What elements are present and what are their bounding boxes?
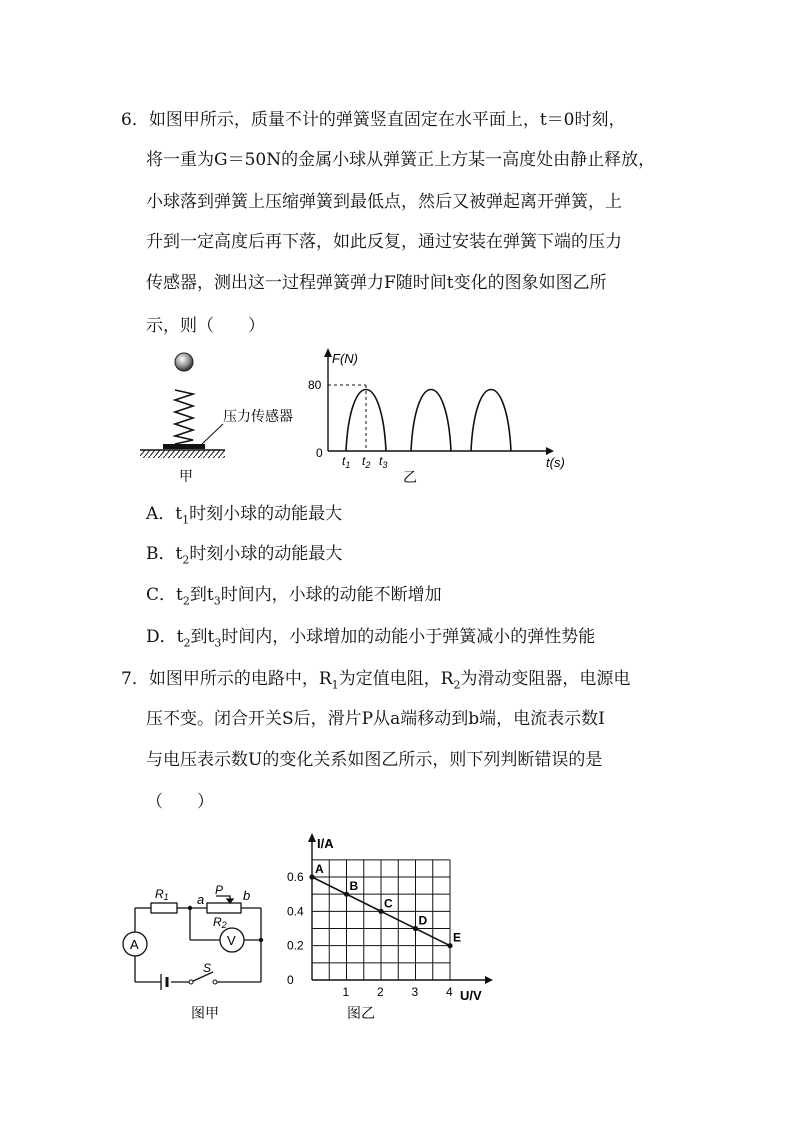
t2-label: $t_2$ (362, 454, 371, 470)
q6-line-6: 示，则（ ） (146, 316, 265, 336)
q7-line-3: 与电压表示数U的变化关系如图乙所示，则下列判断错误的是 (146, 750, 603, 770)
point-label-e: E (453, 930, 462, 945)
q6-option-a[interactable]: A．$t_1$时刻小球的动能最大 (146, 504, 343, 527)
q6-line-2: 将一重为G＝50N的金属小球从弹簧正上方某一高度处由静止释放， (146, 150, 656, 170)
end-b-label: b (243, 888, 251, 903)
point-label-d: D (418, 913, 428, 928)
t1-label: $t_1$ (342, 454, 351, 470)
iu-caption: 图乙 (347, 1005, 375, 1021)
point-e (447, 943, 452, 948)
y-tick-label: 0.4 (287, 904, 304, 919)
sensor-label: 压力传感器 (223, 408, 293, 424)
point-c (378, 909, 383, 914)
circuit-diagram (115, 880, 275, 1025)
q6-line-1: 6．如图甲所示，质量不计的弹簧竖直固定在水平面上，t＝0时刻， (121, 110, 626, 130)
x-tick-label: 1 (342, 985, 350, 999)
switch-label: S (203, 961, 212, 975)
q6-option-b[interactable]: B．$t_2$时刻小球的动能最大 (146, 544, 343, 567)
fig-jia-caption: 甲 (179, 468, 193, 484)
ft-origin: 0 (316, 446, 323, 460)
point-label-c: C (384, 896, 393, 911)
x-tick-label: 3 (411, 985, 419, 999)
q6-line-4: 升到一定高度后再下落，如此反复，通过安装在弹簧下端的压力 (146, 232, 622, 252)
force-pulse-3 (471, 390, 511, 452)
slider-p-label: P (215, 883, 224, 897)
resistor-r1 (151, 903, 177, 913)
force-time-graph (306, 345, 576, 490)
q7-line-2: 压不变。闭合开关S后，滑片P从a端移动到b端，电流表示数I (146, 709, 605, 729)
spring-figure (135, 348, 315, 488)
r2-label: R2 (213, 915, 227, 930)
ft-ylabel: F(N) (332, 351, 358, 366)
spring (175, 390, 193, 444)
point-d (413, 926, 418, 931)
point-label-b: B (349, 879, 359, 894)
q7-line-4: （ ） (146, 792, 214, 812)
q6-line-5: 传感器，测出这一过程弹簧弹力F随时间t变化的图象如图乙所 (146, 273, 607, 293)
ammeter-label: A (130, 937, 139, 952)
x-tick-label: 2 (377, 985, 384, 999)
q6-option-c[interactable]: C．$t_2$到$t_3$时间内，小球的动能不断增加 (146, 585, 442, 608)
ground (140, 450, 225, 458)
voltmeter-label: V (227, 933, 236, 948)
rheostat-r2 (207, 903, 241, 913)
q6-line-3: 小球落到弹簧上压缩弹簧到最低点，然后又被弹起离开弹簧，上 (146, 192, 622, 212)
circuit-caption: 图甲 (191, 1005, 219, 1021)
iu-ylabel: I/A (317, 836, 334, 851)
metal-ball (175, 353, 193, 371)
point-a (309, 874, 314, 879)
y-tick-label: 0.6 (287, 869, 304, 884)
end-a-label: a (197, 892, 205, 907)
ft-xlabel: t(s) (546, 455, 565, 470)
r1-label: R1 (155, 887, 169, 902)
q7-line-1: 7．如图甲所示的电路中，$R_1$为定值电阻，$R_2$为滑动变阻器，电源电 (121, 669, 631, 692)
ft-ytick-80: 80 (308, 378, 322, 392)
point-label-a: A (315, 861, 324, 876)
iu-xlabel: U/V (460, 988, 482, 1003)
fig-yi-caption: 乙 (403, 469, 417, 485)
current-voltage-graph (285, 830, 505, 1030)
y-tick-label: 0 (287, 973, 294, 987)
t3-label: $t_3$ (379, 454, 388, 470)
q6-option-d[interactable]: D．$t_2$到$t_3$时间内，小球增加的动能小于弹簧减小的弹性势能 (146, 627, 596, 650)
point-b (344, 892, 349, 897)
x-tick-label: 4 (446, 985, 453, 999)
pressure-sensor (163, 444, 205, 449)
y-tick-label: 0.2 (287, 938, 304, 953)
force-pulse-2 (411, 390, 451, 452)
